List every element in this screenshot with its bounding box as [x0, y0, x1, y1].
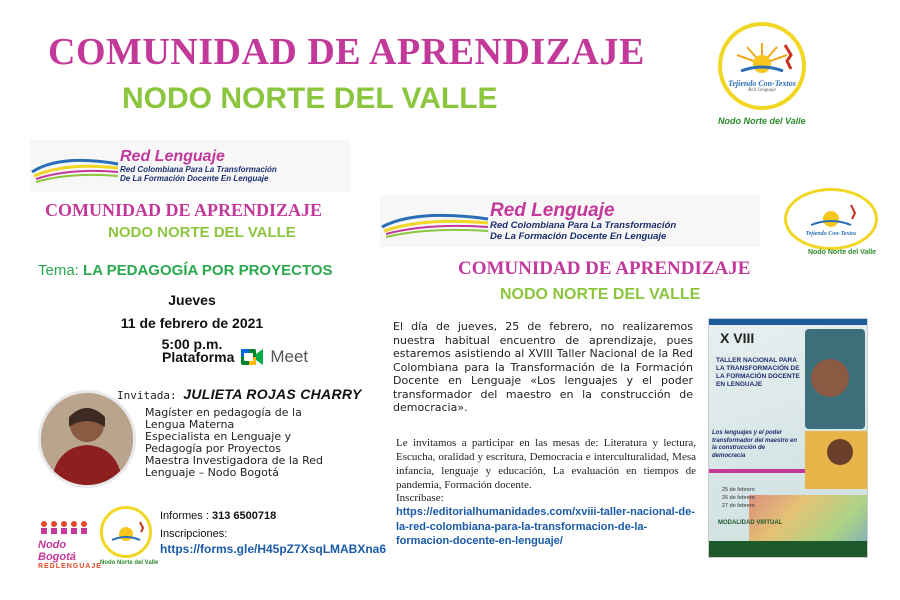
event-time: 5:00 p.m.	[161, 336, 223, 352]
logo-name: Tejiendo Con-Textos	[805, 231, 857, 237]
poster-dates	[722, 486, 755, 510]
taller-registration-link[interactable]: https://editorialhumanidades.com/xviii-taller-nacional-de-la-red-colombiana-para-la-transformacion-de-la-formacion-docente-en-lenguaje/	[396, 506, 695, 547]
inscripciones-label: Inscripciones:	[160, 528, 228, 540]
topic-label: Tema:	[38, 262, 79, 279]
poster-date: 26 de febrero	[722, 495, 755, 501]
banner-line2: De La Formación Docente En Lenguaje	[120, 174, 269, 183]
poster-heading: TALLER NACIONAL PARA LA TRANSFORMACIÓN DE LA FORMACIÓN DOCENTE EN LENGUAJE	[716, 357, 800, 388]
tejiendo-contextos-logo	[718, 22, 806, 110]
people-row-icon	[38, 520, 94, 534]
logo-tagline: Red Lenguaje	[748, 88, 776, 93]
registration-link[interactable]: https://forms.gle/H45pZ7XsqLMABXna6	[160, 542, 387, 556]
red-lenguaje-banner-left	[30, 140, 350, 192]
informes-line	[160, 510, 276, 522]
sun-icon	[727, 39, 797, 79]
google-meet-icon	[240, 346, 264, 368]
nodo-bogota-name: Nodo Bogotá	[38, 539, 76, 563]
red-lenguaje-banner-right	[380, 195, 760, 247]
person-avatar-icon	[41, 393, 133, 485]
poster-date: 25 de febrero	[722, 487, 755, 493]
poster-modality: MODALIDAD VIRTUAL	[718, 520, 783, 526]
guest-name: JULIETA ROJAS CHARRY	[183, 386, 362, 402]
sun-icon	[106, 518, 146, 546]
platform-row	[162, 346, 308, 368]
informes-phone: 313 6500718	[211, 510, 277, 522]
small-logo-caption: Nodo Norte del Valle	[100, 560, 159, 566]
swoosh-icon	[30, 146, 120, 186]
guest-photo	[38, 390, 136, 488]
informes-label: Informes :	[160, 510, 209, 522]
banner-title: Red Lenguaje	[120, 148, 225, 165]
top-logo-caption: Nodo Norte del Valle	[718, 116, 806, 126]
main-title: COMUNIDAD DE APRENDIZAJE	[48, 31, 645, 73]
bio-line: Maestra Investigadora de la Red Lenguaje – Nodo Bogotá	[145, 454, 324, 479]
event-day: Jueves	[168, 292, 216, 308]
banner-line1: Red Colombiana Para La Transformación	[120, 165, 277, 174]
red-lenguaje-tag: REDLENGUAJE	[38, 563, 102, 570]
left-flyer-subtitle: NODO NORTE DEL VALLE	[108, 224, 296, 241]
platform-label: Plataforma	[162, 349, 235, 365]
guest-line	[117, 386, 362, 402]
bio-line: Especialista en Lenguaje y Pedagogía por Proyectos	[145, 430, 292, 455]
topic-line	[38, 262, 333, 279]
announcement-text: El día de jueves, 25 de febrero, no realizaremos nuestra habitual encuentro de aprendizaje, pues estaremos asistiendo al XVIII Taller Nacional de la Red Colombiana para la Transformación de la Formación Docente en Lenguaje «Los lenguajes y el poder transformador del maestro en la construcción de democracia».	[393, 320, 693, 414]
banner-line2: De La Formación Docente En Lenguaje	[490, 230, 667, 242]
banner-line1: Red Colombiana Para La Transformación	[490, 219, 677, 231]
poster-badge: X VIII	[720, 330, 755, 346]
logo-name: Tejiendo Con-Textos	[728, 79, 796, 88]
topic-text: LA PEDAGOGÍA POR PROYECTOS	[83, 262, 333, 279]
event-date: 11 de febrero de 2021	[120, 315, 264, 331]
sun-icon	[801, 201, 861, 231]
right-flyer-title: COMUNIDAD DE APRENDIZAJE	[458, 258, 751, 279]
guest-bio	[145, 407, 345, 479]
right-tejiendo-logo	[784, 188, 878, 250]
poster-tagline: Los lenguajes y el poder transformador del maestro en la construcción de democracia	[712, 430, 798, 459]
inscribase-label: Inscríbase:	[396, 492, 444, 504]
poster-date: 27 de febrero	[722, 503, 755, 509]
bio-line: Magíster en pedagogía de la Lengua Materna	[145, 406, 302, 431]
swoosh-icon	[380, 201, 490, 241]
small-tejiendo-logo	[100, 506, 152, 558]
right-logo-caption: Nodo Norte del Valle	[808, 249, 877, 256]
main-subtitle: NODO NORTE DEL VALLE	[122, 82, 498, 115]
nodo-bogota-logo	[38, 520, 102, 570]
right-flyer-subtitle: NODO NORTE DEL VALLE	[500, 286, 701, 303]
platform-name: Meet	[270, 347, 309, 366]
left-flyer-title: COMUNIDAD DE APRENDIZAJE	[45, 200, 323, 220]
banner-title: Red Lenguaje	[490, 199, 615, 221]
guest-label: Invitada:	[117, 389, 177, 402]
invitation-text: Le invitamos a participar en las mesas de: Literatura y lectura, Escucha, oralidad y escritura, Democracia e interculturalidad, Mesa infancia, lenguaje y educación, La evaluación en tiempos de pandemia, Formación docente.	[396, 437, 696, 491]
